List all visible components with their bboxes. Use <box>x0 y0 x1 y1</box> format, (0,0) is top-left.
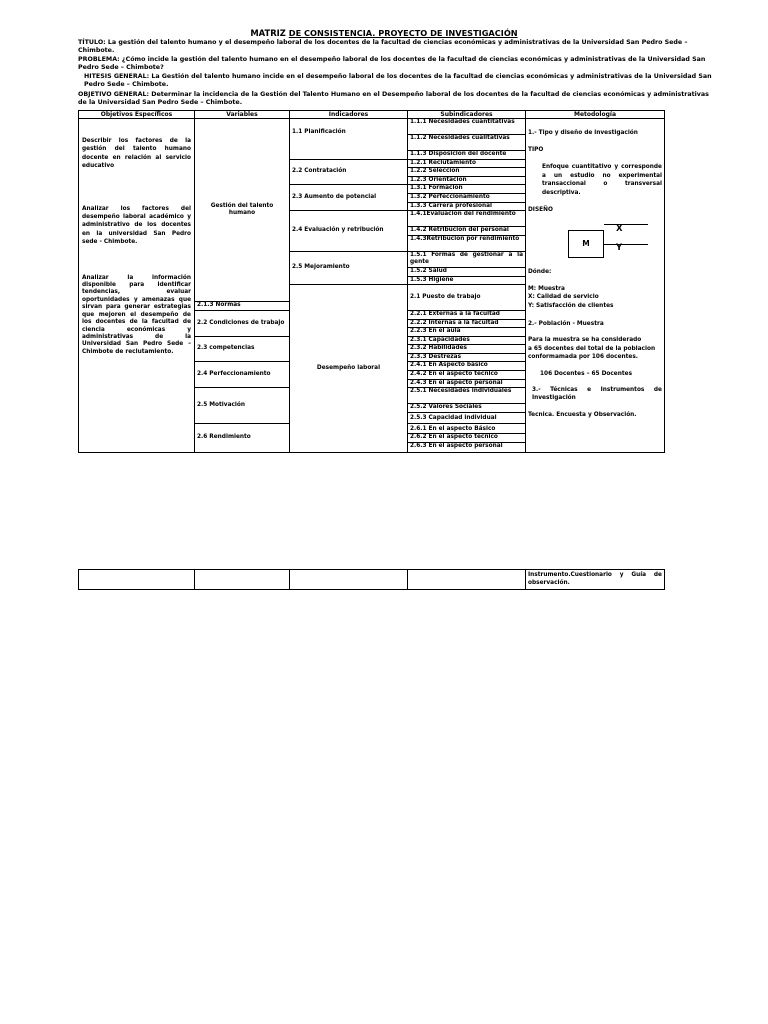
sub-1-2-2: 1.2.2 Selección <box>408 168 526 177</box>
sub-1-3-3: 1.3.3 Carrera profesional <box>408 202 526 211</box>
problema-line <box>78 56 718 72</box>
header-subindicadores: Subindicadores <box>408 111 526 119</box>
empty-cell <box>79 570 195 590</box>
sub-2-6-3: 2.6.3 En el aspecto personal <box>408 443 526 453</box>
variable-cell-2: Desempeño laboral <box>290 285 408 453</box>
method-4: DISEÑO <box>528 206 553 213</box>
indicator-evaluacion-retribucion: 2.4 Evaluación y retribución <box>290 211 408 252</box>
header-metodologia: Metodología <box>526 111 665 119</box>
sub-1-1-2: 1.1.2 Necesidades cualitativas <box>408 135 526 151</box>
document-title <box>0 28 768 38</box>
indicator-perfeccionamiento: 2.4 Perfeccionamiento <box>195 362 290 388</box>
objetivo-text: Determinar la incidencia de la Gestión del Talento Humano en el Desempeño laboral de los docentes de la facultad de ciencias económicas y administrativas de la Universidad San Pedro Sede – Chimbote. <box>78 91 709 106</box>
indicator-contratacion: 2.2 Contratación <box>290 159 408 185</box>
instrument-cell: Instrumento.Cuestionario y Guía de observación. <box>526 570 665 590</box>
sub-2-6-1: 2.6.1 En el aspecto Básico <box>408 423 526 434</box>
sub-2-3-3: 2.3.3 Destrezas <box>408 353 526 362</box>
sub-2-3-2: 2.3.2 Habilidades <box>408 345 526 354</box>
indicator-mejoramiento: 2.5 Mejoramiento <box>290 251 408 284</box>
method-9: 2.- Población - Muestra <box>528 320 604 327</box>
objective-3: Analizar la información disponible para identificar tendencias, evaluar oportunidades y amenazas que sirvan para generar estrategias que mejoren el desempeño de los docentes de la facultad de ciencia económicas y administrativas de la Universidad San Pedro Sede – Chimbote de reclutamiento. <box>82 274 191 355</box>
titulo-label: TÍTULO: <box>78 39 106 46</box>
sub-2-5-2: 2.5.2 Valores Sociales <box>408 404 526 413</box>
sub-1-5-3: 1.5.3 Higiene <box>408 276 526 285</box>
empty-cell <box>408 570 526 590</box>
objetivo-line <box>78 91 718 107</box>
objective-2: Analizar los factores del desempeño laboral académico y administrativo de los docentes en la universidad San Pedro sede - Chimbote. <box>82 205 191 246</box>
diagram-line-top <box>604 224 648 225</box>
sub-2-2-1: 2.2.1 Externas a la facultad <box>408 310 526 319</box>
method-2: TIPO <box>528 146 544 153</box>
method-14: Tecnica. Encuesta y Observación. <box>528 411 637 418</box>
method-13: 3.- Técnicas e Instrumentos de Investigación <box>532 386 662 402</box>
methodology-cell <box>526 119 665 453</box>
sub-2-6-2: 2.6.2 En el aspecto técnico <box>408 434 526 443</box>
variable-cell-1: Gestión del talento humano <box>195 119 290 302</box>
sub-2-2-2: 2.2.2 Internas a la facultad <box>408 319 526 328</box>
method-5: Dónde: <box>528 269 552 276</box>
indicator-condiciones-trabajo: 2.2 Condiciones de trabajo <box>195 310 290 336</box>
method-3: Enfoque cuantitativo y corresponde a un estudio no experimental transaccional o transversal descriptiva. <box>542 164 662 196</box>
titulo-line <box>78 39 718 55</box>
sub-1-1-1: 1.1.1 Necesidades cuantitativas <box>408 119 526 135</box>
sub-2-4-2: 2.4.2 En el aspecto técnico <box>408 371 526 380</box>
sub-1-2-1: 1.2.1 Reclutamiento <box>408 159 526 168</box>
sub-1-2-3: 1.2.3 Orientación <box>408 176 526 185</box>
method-8: Y: Satisfacción de clientes <box>528 302 614 309</box>
sub-2-5-1: 2.5.1 Necesidades individuales <box>408 388 526 404</box>
sub-1-3-2: 1.3.2 Perfeccionamiento <box>408 193 526 202</box>
diagram-line-mid <box>604 244 648 245</box>
diagram-y: Y <box>616 243 623 254</box>
sub-1-5-2: 1.5.2 Salud <box>408 267 526 276</box>
indicator-puesto-trabajo: 2.1 Puesto de trabajo <box>408 285 526 311</box>
objectives-cell <box>79 119 195 453</box>
consistency-matrix-table <box>78 110 665 453</box>
indicator-aumento-potencial: 2.3 Aumento de potencial <box>290 185 408 211</box>
sub-1-5-1: 1.5.1 Formas de gestionar a la gente <box>408 251 526 267</box>
sub-2-4-1: 2.4.1 En Aspecto básico <box>408 362 526 371</box>
problema-label: PROBLEMA: <box>78 56 120 63</box>
indicator-planificacion: 1.1 Planificación <box>290 119 408 160</box>
hipotesis-line <box>78 73 718 89</box>
method-1: 1.- Tipo y diseño de investigación <box>528 130 638 136</box>
titulo-text: La gestión del talento humano y el desempeño laboral de los docentes de la facultad de ciencias económicas y administrativas de la Universidad San Pedro Sede – Chimbote. <box>78 39 688 54</box>
indicator-motivacion: 2.5 Motivación <box>195 388 290 424</box>
design-diagram <box>528 218 662 264</box>
indicator-rendimiento: 2.6 Rendimiento <box>195 423 290 452</box>
table-row <box>79 570 665 590</box>
method-12: 106 Docentes – 65 Docentes <box>540 370 633 377</box>
sub-1-4-3: 1.4.3Retribución por rendimiento <box>408 235 526 251</box>
sub-2-3-1: 2.3.1 Capacidades <box>408 336 526 345</box>
header-variables: Variables <box>195 111 290 119</box>
continuation-table <box>78 569 665 590</box>
sub-1-4-1: 1.4.1Evaluación del rendimiento <box>408 211 526 227</box>
hipotesis-text: La Gestión del talento humano incide en el desempeño laboral de los docentes de la facultad de ciencias económicas y administrativas de la Universidad San Pedro Sede – Chimbote. <box>84 73 712 88</box>
sub-1-4-2: 1.4.2 Retribución del personal <box>408 227 526 236</box>
title-part-1: MATRIZ <box>250 28 289 38</box>
method-7: X: Calidad de servicio <box>528 294 599 301</box>
indicator-competencias: 2.3 competencias <box>195 336 290 362</box>
objetivo-label: OBJETIVO GENERAL: <box>78 91 150 98</box>
table-header-row <box>79 111 665 119</box>
objective-1: Describir los factores de la gestión del talento humano docente en relación al servicio educativo <box>82 138 191 170</box>
empty-cell <box>195 570 290 590</box>
diagram-m-box: M <box>568 230 604 258</box>
problema-text: ¿Cómo incide la gestión del talento humano en el desempeño laboral de los docentes de la facultad de ciencias económicas y administrativas de la Universidad San Pedro Sede – Chimbote? <box>78 56 706 71</box>
sub-1-3-1: 1.3.1 Formación <box>408 185 526 194</box>
header-objetivos: Objetivos Específicos <box>79 111 195 119</box>
method-11: a 65 docentes del total de la poblacion conformamada por 106 docentes. <box>528 345 656 361</box>
title-part-2: DE CONSISTENCIA. PROYECTO DE INVESTIGACIÓN <box>288 28 518 38</box>
method-10: Para la muestra se ha considerado <box>528 337 642 344</box>
sub-1-1-3: 1.1.3 Disposición del docente <box>408 151 526 160</box>
header-indicadores: Indicadores <box>290 111 408 119</box>
sub-2-4-3: 2.4.3 En el aspecto personal <box>408 379 526 388</box>
sub-2-1-3: 2.1.3 Normas <box>195 302 290 311</box>
sub-2-2-3: 2.2.3 En el aula <box>408 328 526 337</box>
method-6: M: Muestra <box>528 285 565 292</box>
sub-2-5-3: 2.5.3 Capacidad individual <box>408 412 526 423</box>
diagram-x: X <box>616 224 623 235</box>
hipotesis-label: HITESIS GENERAL: <box>84 73 150 80</box>
empty-cell <box>290 570 408 590</box>
